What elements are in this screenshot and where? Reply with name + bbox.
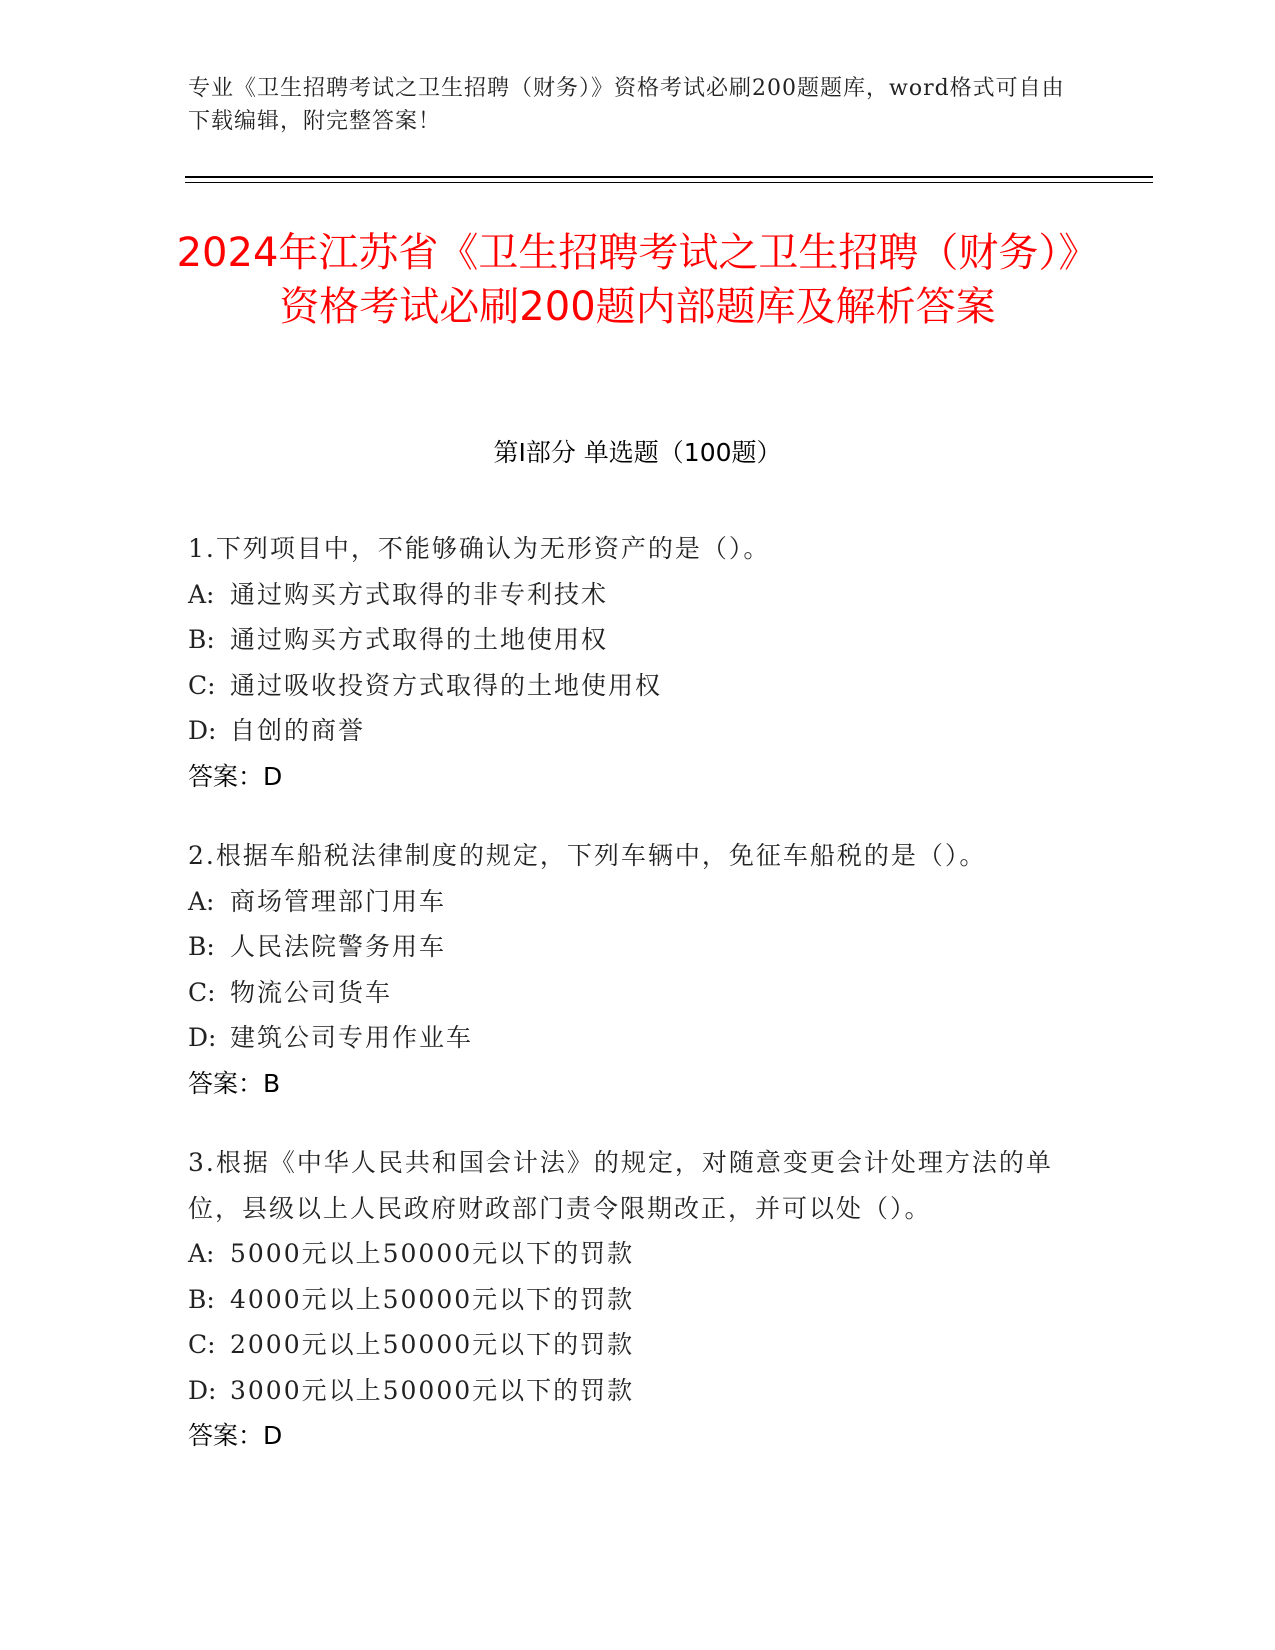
- option-key: B:: [188, 1284, 215, 1314]
- option-key: C:: [188, 977, 216, 1007]
- option-text: 人民法院警务用车: [230, 932, 447, 961]
- answer: 答案：B: [188, 1068, 281, 1098]
- option-key: D:: [188, 1375, 217, 1405]
- option-key: B:: [188, 625, 215, 654]
- option-text: 通过吸收投资方式取得的土地使用权: [230, 670, 663, 700]
- question-stem: 3.根据《中华人民共和国会计法》的规定，对随意变更会计处理方法的单位，县级以上人民政府财政部门责令限期改正，并可以处（）。: [188, 1148, 1053, 1223]
- option-text: 2000元以上50000元以下的罚款: [230, 1330, 635, 1359]
- option-text: 建筑公司专用作业车: [230, 1023, 474, 1052]
- question-list: [188, 526, 1068, 1493]
- option-key: C:: [188, 670, 216, 700]
- header-note: 专业《卫生招聘考试之卫生招聘（财务）》资格考试必刷200题题库，word格式可自由下载编辑，附完整答案！: [188, 76, 1065, 134]
- option-text: 通过购买方式取得的非专利技术: [230, 579, 609, 609]
- option-a: [188, 1231, 1068, 1277]
- option-d: [188, 708, 1068, 754]
- option-d: [188, 1015, 1068, 1061]
- option-key: B:: [188, 932, 215, 961]
- option-a: [188, 879, 1068, 925]
- option-c: [188, 1322, 1068, 1368]
- option-key: D:: [188, 1023, 217, 1052]
- option-b: [188, 924, 1068, 970]
- question-item: [188, 833, 1068, 1106]
- option-text: 自创的商誉: [230, 716, 366, 745]
- answer: 答案：D: [188, 761, 283, 791]
- section-heading: 第I部分 单选题（100题）: [493, 438, 782, 467]
- option-c: [188, 970, 1068, 1016]
- option-text: 商场管理部门用车: [230, 886, 447, 916]
- question-stem: 2.根据车船税法律制度的规定，下列车辆中，免征车船税的是（）。: [188, 841, 987, 870]
- option-text: 物流公司货车: [230, 977, 393, 1007]
- option-d: [188, 1368, 1068, 1414]
- option-key: D:: [188, 716, 217, 745]
- option-key: C:: [188, 1330, 216, 1359]
- option-c: [188, 663, 1068, 709]
- document-title: 2024年江苏省《卫生招聘考试之卫生招聘（财务）》资格考试必刷200题内部题库及解析答案: [176, 230, 1099, 330]
- option-a: [188, 572, 1068, 618]
- option-key: A:: [188, 1239, 215, 1268]
- option-text: 3000元以上50000元以下的罚款: [230, 1375, 635, 1405]
- header-divider-thick: [185, 176, 1153, 178]
- option-key: A:: [188, 579, 215, 609]
- question-item: [188, 1140, 1068, 1459]
- option-text: 5000元以上50000元以下的罚款: [230, 1239, 635, 1268]
- header-divider-thin: [185, 182, 1153, 183]
- option-b: [188, 617, 1068, 663]
- option-key: A:: [188, 886, 215, 916]
- option-text: 4000元以上50000元以下的罚款: [230, 1284, 635, 1314]
- question-item: [188, 526, 1068, 799]
- question-stem: 1.下列项目中，不能够确认为无形资产的是（）。: [188, 534, 771, 563]
- option-text: 通过购买方式取得的土地使用权: [230, 625, 609, 654]
- option-b: [188, 1277, 1068, 1323]
- answer: 答案：D: [188, 1421, 283, 1450]
